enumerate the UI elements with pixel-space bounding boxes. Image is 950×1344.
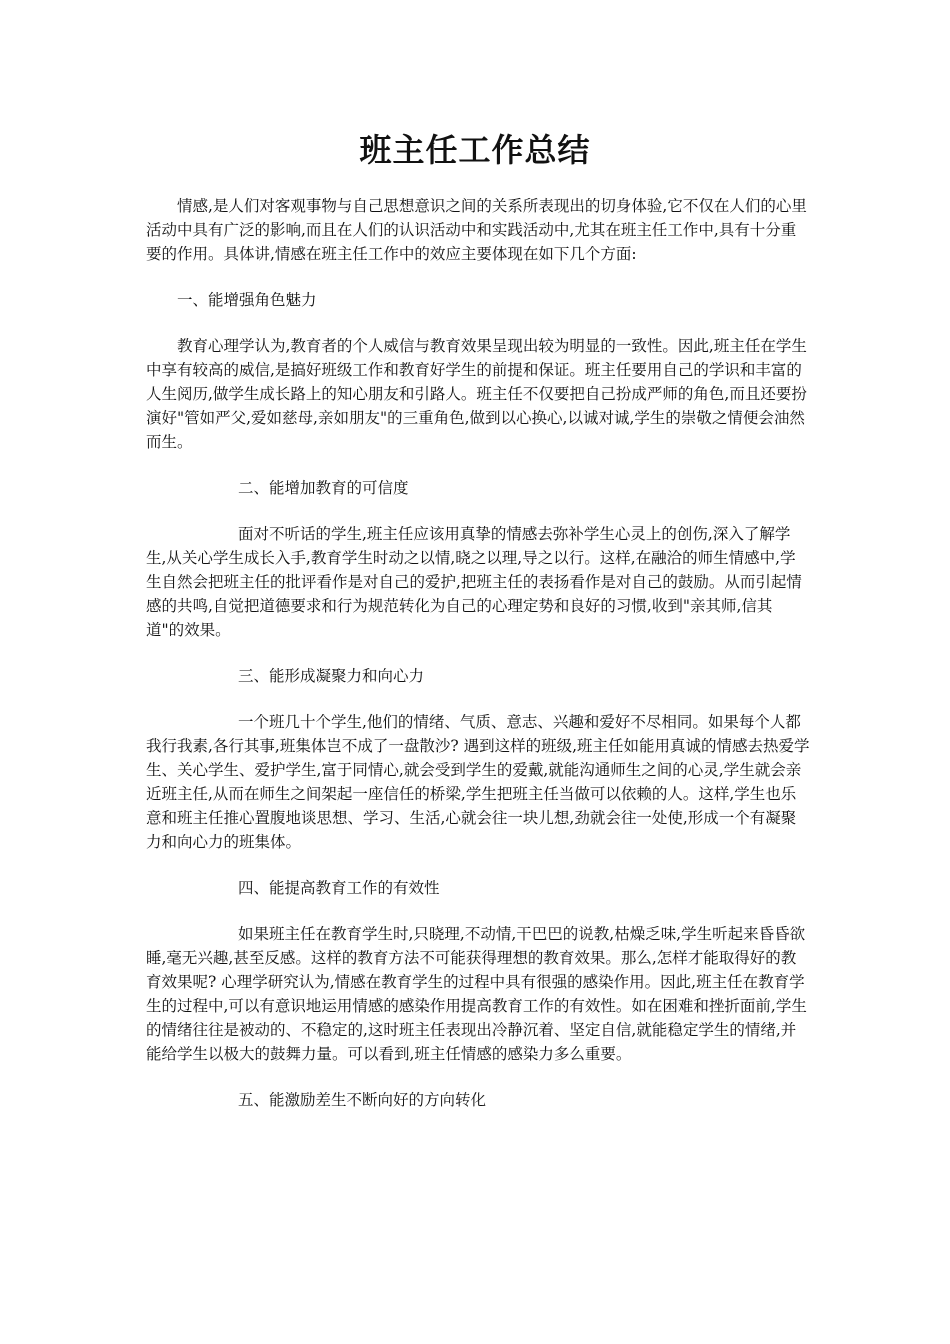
intro-paragraph: 情感,是人们对客观事物与自己思想意识之间的关系所表现出的切身体验,它不仅在人们的心里活动中具有广泛的影响,而且在人们的认识活动中和实践活动中,尤其在班主任工作中,具有十分重要的作用。具体讲,情感在班主任工作中的效应主要体现在如下几个方面: [146, 197, 807, 263]
section-heading-3: 三、能形成凝聚力和向心力 [238, 667, 425, 685]
section-body-3: 一个班几十个学生,他们的情绪、气质、意志、兴趣和爱好不尽相同。如果每个人都我行我素,各行其事,班集体岂不成了一盘散沙? 遇到这样的班级,班主任如能用真诚的情感去热爱学生、关心学生、爱护学生,富于同情心,就会受到学生的爱戴,就能沟通师生之间的心灵,学生就会亲近班主任,从而在师生之间架起一座信任的桥梁,学生把班主任当做可以依赖的人。这样,学生也乐意和班主任推心置腹地谈思想、学习、生活,心就会往一块儿想,劲就会往一处使,形成一个有凝聚力和向心力的班集体。 [146, 713, 810, 851]
document-body [146, 194, 810, 1134]
document-title: 班主任工作总结 [359, 131, 591, 169]
section-body-1: 教育心理学认为,教育者的个人威信与教育效果呈现出较为明显的一致性。因此,班主任在学生中享有较高的威信,是搞好班级工作和教育好学生的前提和保证。班主任要用自己的学识和丰富的人生阅历,做学生成长路上的知心朋友和引路人。班主任不仅要把自己扮成严师的角色,而且还要扮演好"管如严父,爱如慈母,亲如朋友"的三重角色,做到以心换心,以诚对诚,学生的崇敬之情便会油然而生。 [146, 337, 807, 451]
section-heading-5: 五、能激励差生不断向好的方向转化 [238, 1091, 487, 1109]
section-body-2: 面对不听话的学生,班主任应该用真挚的情感去弥补学生心灵上的创伤,深入了解学生,从关心学生成长入手,教育学生时动之以情,晓之以理,导之以行。这样,在融洽的师生情感中,学生自然会把班主任的批评看作是对自己的爱护,把班主任的表扬看作是对自己的鼓励。从而引起情感的共鸣,自觉把道德要求和行为规范转化为自己的心理定势和良好的习惯,收到"亲其师,信其道"的效果。 [146, 525, 802, 639]
section-heading-2: 二、能增加教育的可信度 [238, 479, 409, 497]
section-heading-4: 四、能提高教育工作的有效性 [238, 879, 440, 897]
section-body-4: 如果班主任在教育学生时,只晓理,不动情,干巴巴的说教,枯燥乏味,学生听起来昏昏欲睡,毫无兴趣,甚至反感。这样的教育方法不可能获得理想的教育效果。那么,怎样才能取得好的教育效果呢? 心理学研究认为,情感在教育学生的过程中具有很强的感染作用。因此,班主任在教育学生的过程中,可以有意识地运用情感的感染作用提高教育工作的有效性。如在困难和挫折面前,学生的情绪往往是被动的、不稳定的,这时班主任表现出冷静沉着、坚定自信,就能稳定学生的情绪,并能给学生以极大的鼓舞力量。可以看到,班主任情感的感染力多么重要。 [146, 925, 807, 1063]
section-heading-1: 一、能增强角色魅力 [177, 291, 317, 309]
